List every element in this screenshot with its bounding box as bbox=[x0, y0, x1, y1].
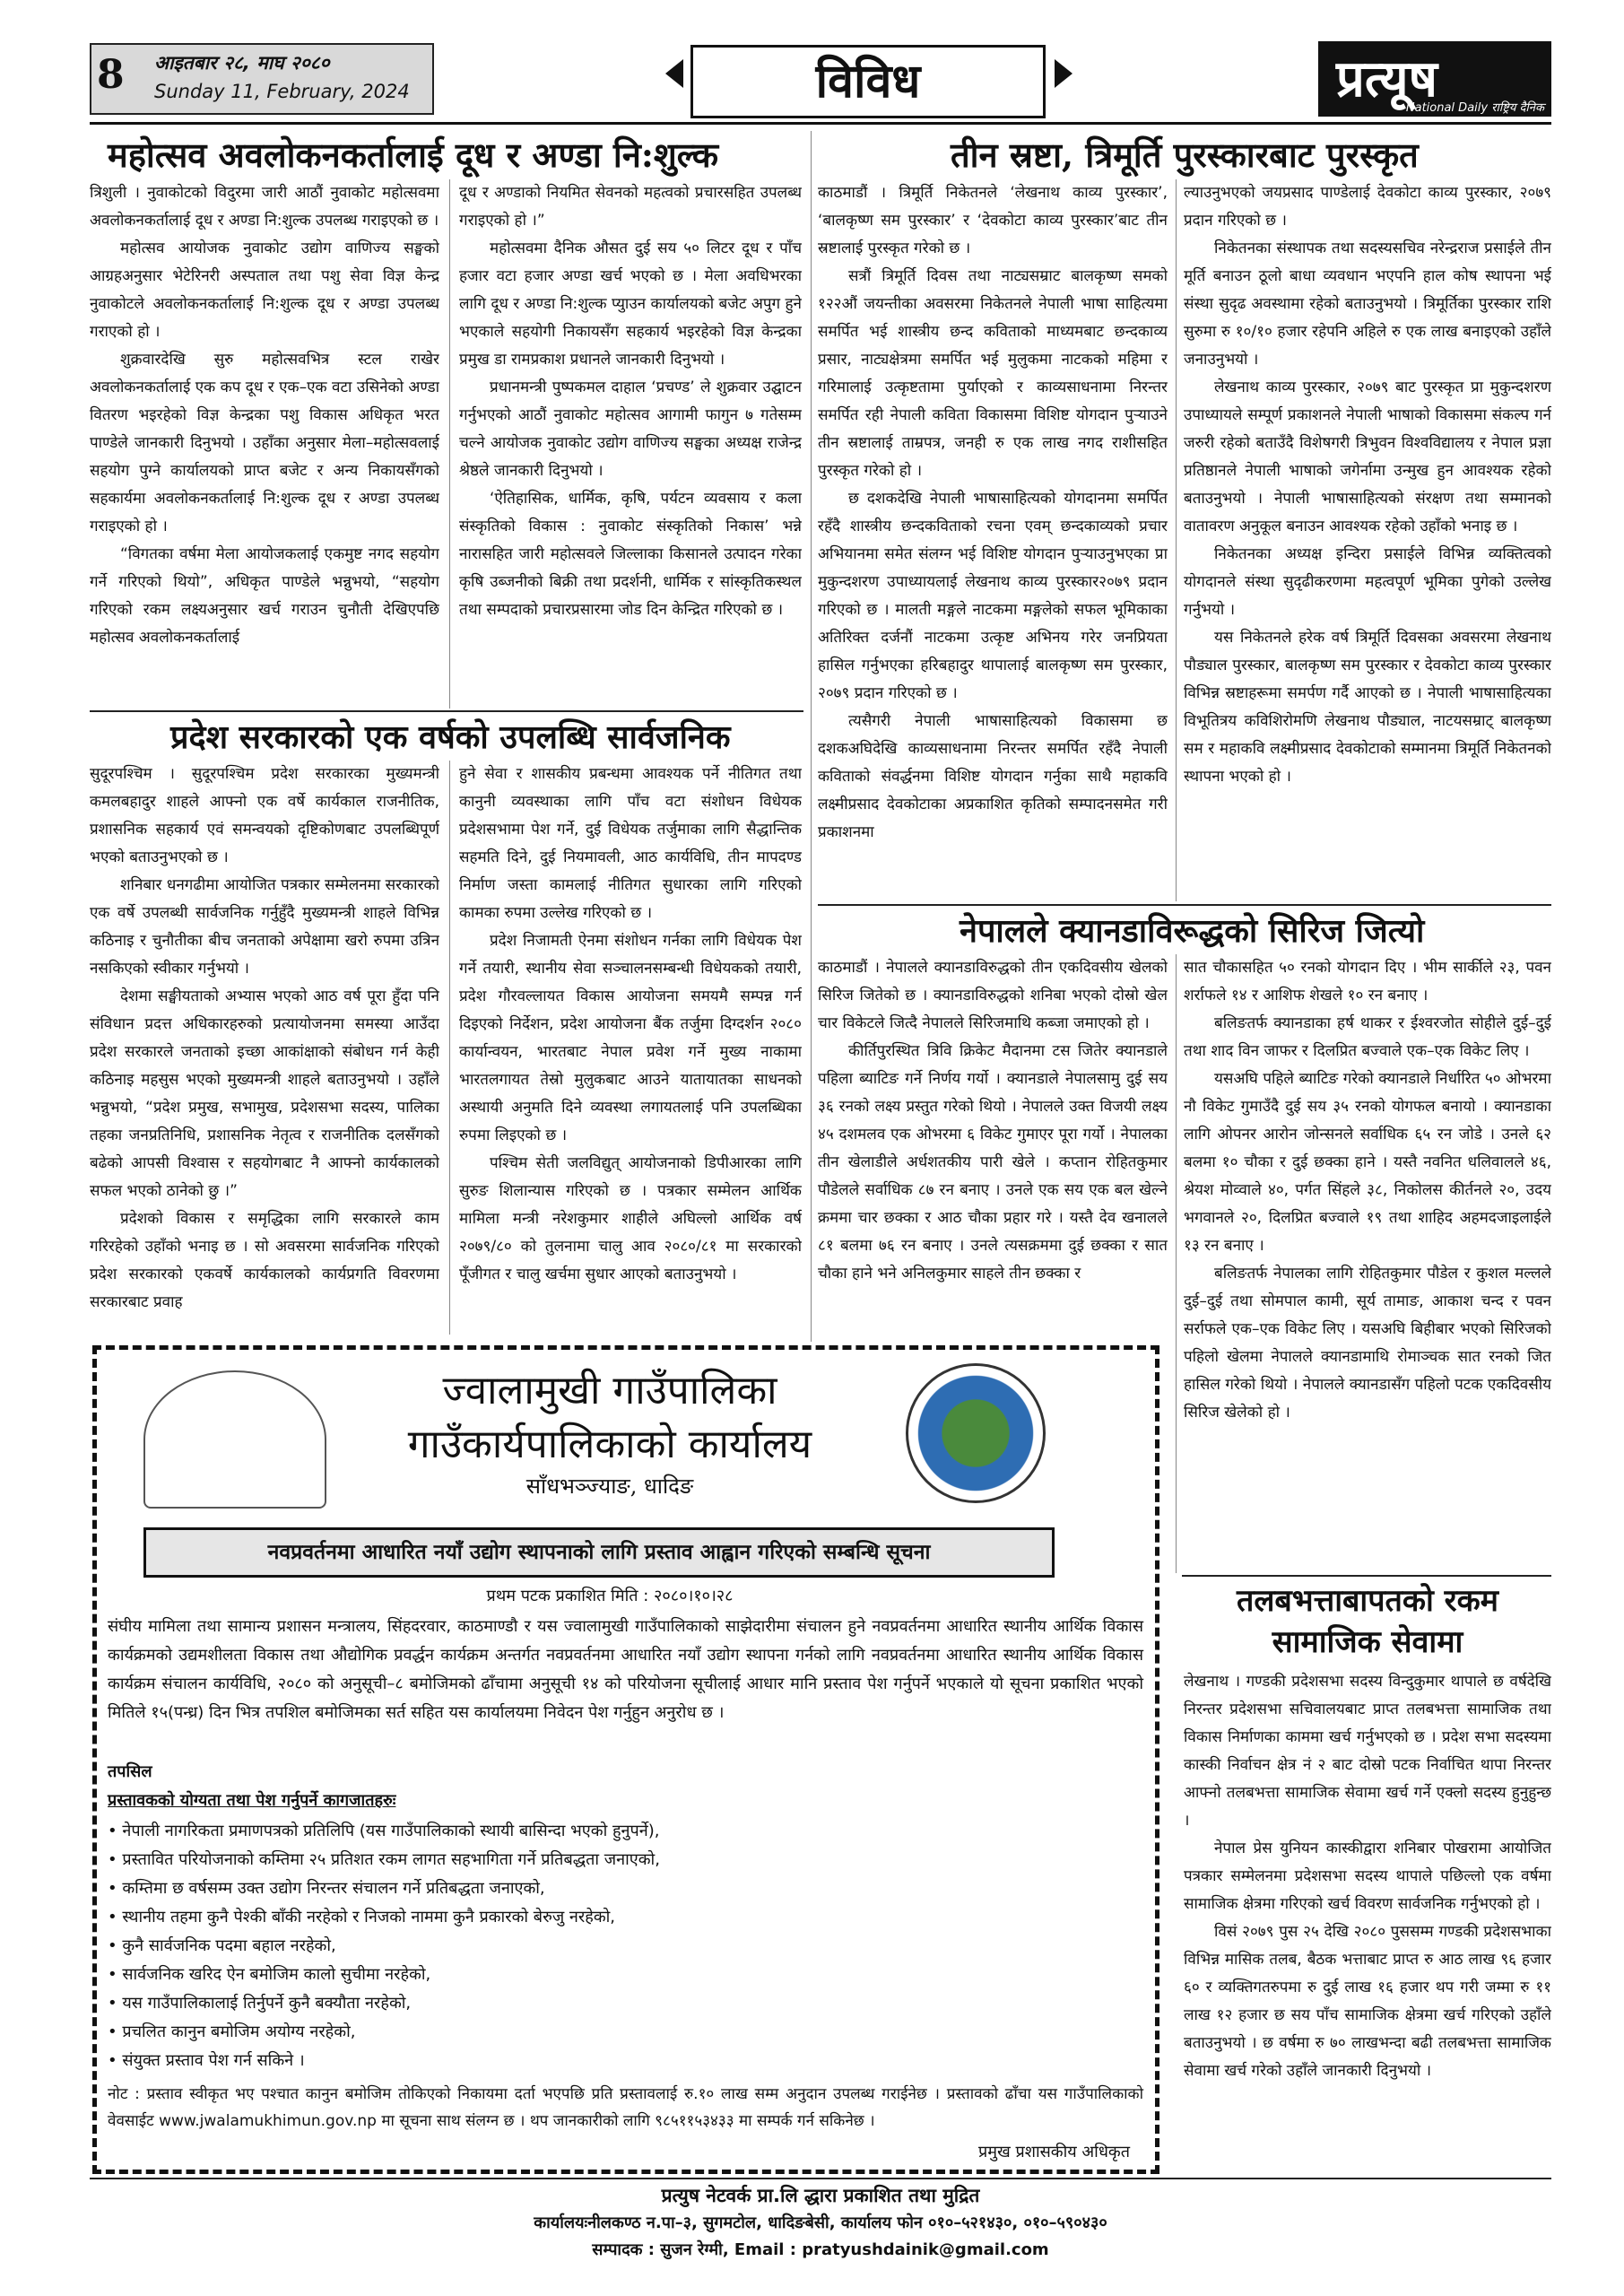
article1-headline: महोत्सव अवलोकनकर्तालाई दूध र अण्डा नि:शुल्क bbox=[108, 135, 719, 175]
column-divider bbox=[449, 179, 450, 709]
notice-note: नोट : प्रस्ताव स्वीकृत भए पश्चात कानुन बमोजिम तोकिएको निकायमा दर्ता भएपछि प्रति प्रस्तावलाई रु.१० लाख सम्म अनुदान उपलब्ध गराईनेछ । प्रस्तावको ढाँचा यस गाउँपालिकाको वेवसाईट www.jwalamukhimun.gov.np मा सूचना साथ संलग्न छ । थप जानकारीको लागि ९८५११५३४३३ मा सम्पर्क गर्न सकिनेछ । bbox=[108, 2085, 1143, 2130]
page-number: 8 bbox=[97, 52, 125, 98]
paragraph: नेपाल प्रेस युनियन कास्कीद्वारा शनिबार पोखरामा आयोजित पत्रकार सम्मेलनमा प्रदेशसभा सदस्य थापाले पछिल्लो एक वर्षमा सामाजिक क्षेत्रमा गरिएको खर्च विवरण सार्वजनिक गर्नुभएको हो । bbox=[1184, 1839, 1551, 1913]
paragraph: काठमाडौं । त्रिमूर्ति निकेतनले ‘लेखनाथ काव्य पुरस्कार’, ‘बालकृष्ण सम पुरस्कार’ र ‘देवकोटा काव्य पुरस्कार’बाट तीन स्रष्टालाई पुरस्कृत गरेको छ । bbox=[818, 184, 1168, 257]
list-item: • कुनै सार्वजनिक पदमा बहाल नरहेको, bbox=[108, 1936, 336, 1955]
notice-body: संघीय मामिला तथा सामान्य प्रशासन मन्त्रालय, सिंहदरवार, काठमाण्डौ र यस ज्वालामुखी गाउँपालिकाको साझेदारीमा संचालन हुने नवप्रवर्तनमा आधारित स्थानीय आर्थिक विकास कार्यक्रमको उद्यमशीलता विकास तथा औद्योगिक प्रवर्द्धन कार्यक्रम अन्तर्गत नवप्रवर्तनमा आधारित नयाँ उद्योग स्थापना गर्नको लागि नवप्रवर्तनमा आधारित स्थानीय आर्थिक विकास कार्यक्रम संचालन कार्यविधि, २०८० को अनुसूची–८ बमोजिमको ढाँचामा अनुसूची १४ को परियोजना सूचीलाई आधार मानि प्रस्ताव पेश गर्नुपर्ने भएकाले यो सूचना प्रकाशित भएको मितिले १५(पन्ध्र) दिन भित्र तपशिल बमोजिमका सर्त सहित यस कार्यालयमा निवेदन पेश गर्नुहुन अनुरोध छ । bbox=[108, 1617, 1143, 1722]
list-item: • प्रचलित कानुन बमोजिम अयोग्य नरहेको, bbox=[108, 2022, 356, 2041]
column-divider bbox=[811, 131, 812, 1342]
list-item: • कम्तिमा छ वर्षसम्म उक्त उद्योग निरन्तर संचालन गर्ने प्रतिबद्धता जनाएको, bbox=[108, 1879, 545, 1898]
article2-col1 bbox=[90, 761, 439, 1335]
ad-title: ज्वालामुखी गाउँपालिका bbox=[442, 1368, 777, 1413]
list-item: • नेपाली नागरिकता प्रमाणपत्रको प्रतिलिपि (यस गाउँपालिकाको स्थायी बासिन्दा भएको हुनुपर्ने), bbox=[108, 1822, 660, 1840]
article4-col2 bbox=[1184, 954, 1551, 1573]
paragraph: ‘ऐतिहासिक, धार्मिक, कृषि, पर्यटन व्यवसाय र कला संस्कृतिको विकास : नुवाकोट संस्कृतिको निकास’ भन्ने नारासहित जारी महोत्सवले जिल्लाका किसानले उत्पादन गरेका कृषि उब्जनीको बिक्री तथा प्रदर्शनी, धार्मिक र सांस्कृतिकस्थल तथा सम्पदाको प्रचारप्रसारमा जोड दिन केन्द्रित गरिएको छ । bbox=[459, 490, 802, 619]
footer bbox=[90, 2181, 1551, 2264]
article3-col1 bbox=[818, 179, 1168, 901]
paragraph: निकेतनका संस्थापक तथा सदस्यसचिव नरेन्द्रराज प्रसाईले तीन मूर्ति बनाउन ठूलो बाधा व्यवधान भएपनि हाल कोष स्थापना भई संस्था सुदृढ अवस्थामा रहेको बताउनुभयो । त्रिमूर्तिका पुरस्कार राशि सुरुमा रु १०/१० हजार रहेपनि अहिले रु एक लाख बनाइएको उहाँले जनाउनुभयो । bbox=[1184, 239, 1551, 369]
left-arrow-icon bbox=[665, 59, 683, 88]
column-divider bbox=[1176, 954, 1177, 1573]
paragraph: त्रिशुली । नुवाकोटको विदुरमा जारी आठौं नुवाकोट महोत्सवमा अवलोकनकर्तालाई दूध र अण्डा नि:शुल्क उपलब्ध गराइएको छ । bbox=[90, 184, 439, 230]
article4-col1 bbox=[818, 954, 1168, 1340]
masthead-rule bbox=[90, 122, 1551, 125]
paragraph: प्रदेशको विकास र समृद्धिका लागि सरकारले काम गरिरहेको उहाँको भनाइ छ । सो अवसरमा सार्वजनिक गरिएको प्रदेश सरकारको एकवर्षे कार्यकालको कार्यप्रगति विवरणमा सरकारबाट प्रवाह bbox=[90, 1210, 439, 1311]
article5-headline-line2: सामाजिक सेवामा bbox=[1272, 1624, 1463, 1660]
article-divider bbox=[90, 710, 803, 712]
article4-headline: नेपालले क्यानडाविरूद्धको सिरिज जित्यो bbox=[960, 912, 1425, 950]
paragraph: हुने सेवा र शासकीय प्रबन्धमा आवश्यक पर्ने नीतिगत तथा कानुनी व्यवस्थाका लागि पाँच वटा संशोधन विधेयक प्रदेशसभामा पेश गर्ने, दुई विधेयक तर्जुमाका लागि सैद्धान्तिक सहमति दिने, दुई नियमावली, आठ कार्यविधि, तीन मापदण्ड निर्माण जस्ता कामलाई नीतिगत सुधारका लागि गरिएको कामका रुपमा उल्लेख गरिएको छ । bbox=[459, 765, 802, 922]
paragraph: सुदूरपश्चिम । सुदूरपश्चिम प्रदेश सरकारका मुख्यमन्त्री कमलबहादुर शाहले आफ्नो एक वर्षे कार्यकाल राजनीतिक, प्रशासनिक सहकार्य एवं समन्वयको दृष्टिकोणबाट उपलब्धिपूर्ण भएको बताउनुभएको छ । bbox=[90, 765, 439, 866]
nepal-emblem-icon bbox=[143, 1370, 326, 1509]
paragraph: महोत्सव आयोजक नुवाकोट उद्योग वाणिज्य सङ्घको आग्रहअनुसार भेटेरिनरी अस्पताल तथा पशु सेवा विज्ञ केन्द्र नुवाकोटले अवलोकनकर्तालाई नि:शुल्क दूध र अण्डा उपलब्ध गराएको हो । bbox=[90, 239, 439, 341]
paragraph: प्रधानमन्त्री पुष्पकमल दाहाल ‘प्रचण्ड’ ले शुक्रवार उद्घाटन गर्नुभएको आठौं नुवाकोट महोत्सव आगामी फागुन ७ गतेसम्म चल्ने आयोजक नुवाकोट उद्योग वाणिज्य सङ्घका अध्यक्ष राजेन्द्र श्रेष्ठले जानकारी दिनुभयो । bbox=[459, 378, 802, 480]
article2-headline: प्रदेश सरकारको एक वर्षको उपलब्धि सार्वजनिक bbox=[170, 718, 731, 756]
publish-date: प्रथम पटक प्रकाशित मिति : २०८०।१०।२८ bbox=[486, 1587, 734, 1605]
date-english: Sunday 11, February, 2024 bbox=[154, 81, 410, 102]
paragraph: ल्याउनुभएको जयप्रसाद पाण्डेलाई देवकोटा काव्य पुरस्कार, २०७९ प्रदान गरिएको छ । bbox=[1184, 184, 1551, 230]
footer-rule bbox=[90, 2178, 1551, 2179]
notice-title: नवप्रवर्तनमा आधारित नयाँ उद्योग स्थापनाको लागि प्रस्ताव आह्वान गरिएको सम्बन्धि सूचना bbox=[143, 1527, 1055, 1578]
column-divider bbox=[1176, 179, 1177, 901]
paragraph: सात चौकासहित ५० रनको योगदान दिए । भीम सार्कीले २३, पवन शर्राफले १४ र आशिफ शेखले १० रन बनाए । bbox=[1184, 959, 1551, 1004]
article2-col2 bbox=[459, 761, 802, 1335]
paragraph: “विगतका वर्षमा मेला आयोजकलाई एकमुष्ट नगद सहयोग गर्ने गरिएको थियो”, अधिकृत पाण्डेले भन्नुभयो, “सहयोग गरिएको रकम लक्ष्यअनुसार खर्च गराउन चुनौती देखिएपछि महोत्सव अवलोकनकर्तालाई bbox=[90, 545, 439, 647]
paragraph: निकेतनका अध्यक्ष इन्दिरा प्रसाईले विभिन्न व्यक्तित्वको योगदानले संस्था सुदृढीकरणमा महत्वपूर्ण भूमिका पुगेको उल्लेख गर्नुभयो । bbox=[1184, 545, 1551, 619]
paragraph: त्यसैगरी नेपाली भाषासाहित्यको विकासमा छ दशकअघिदेखि काव्यसाधनामा निरन्तर समर्पित रहँदै नेपाली कविताको संवर्द्धनमा विशिष्ट योगदान गर्नुका साथै महाकवि लक्ष्मीप्रसाद देवकोटाका अप्रकाशित कृतिको सम्पादनसमेत गरी प्रकाशनमा bbox=[818, 712, 1168, 841]
section-title: विविध bbox=[690, 45, 1046, 118]
article5-headline-line1: तलबभत्ताबापतको रकम bbox=[1236, 1583, 1499, 1619]
column-divider bbox=[449, 761, 450, 1335]
requirements-list bbox=[108, 1817, 1139, 2075]
ad-subtitle: गाउँकार्यपालिकाको कार्यालय bbox=[407, 1422, 812, 1467]
footer-address: कार्यालयःनीलकण्ठ न.पा–३, सुगमटोल, धादिङबेसी, कार्यालय फोन ०१०–५२१४३०, ०१०–५९०४३० bbox=[534, 2213, 1107, 2232]
paragraph: बलिङतर्फ क्यानडाका हर्ष थाकर र ईश्वरजोत सोहीले दुई–दुई तथा शाद विन जाफर र दिलप्रित बज्वाले एक–एक विकेट लिए । bbox=[1184, 1014, 1551, 1060]
paragraph: प्रदेश निजामती ऐनमा संशोधन गर्नका लागि विधेयक पेश गर्ने तयारी, स्थानीय सेवा सञ्चालनसम्बन्धी विधेयकको तयारी, प्रदेश गौरवल्लायत विकास आयोजना समयमै सम्पन्न गर्न दिइएको निर्देशन, प्रदेश आयोजना बैंक तर्जुमा दिग्दर्शन २०८० कार्यान्वयन, भारतबाट नेपाल प्रवेश गर्ने मुख्य नाकामा भारतलगायत तेस्रो मुलुकबाट आउने यातायातका साधनको अस्थायी अनुमति दिने व्यवस्था लगायतलाई पनि उपलब्धिका रुपमा लिइएको छ । bbox=[459, 932, 802, 1144]
list-item: • संयुक्त प्रस्ताव पेश गर्न सकिने । bbox=[108, 2051, 305, 2070]
paragraph: महोत्सवमा दैनिक औसत दुई सय ५० लिटर दूध र पाँच हजार वटा हजार अण्डा खर्च भएको छ । मेला अवधिभरका लागि दूध र अण्डा नि:शुल्क प्युाउन कार्यालयको बजेट अपुग हुने भएकाले सहयोगी निकायसँग सहकार्य भइरहेको विज्ञ केन्द्रका प्रमुख डा रामप्रकाश प्रधानले जानकारी दिनुभयो । bbox=[459, 239, 802, 369]
right-arrow-icon bbox=[1055, 59, 1073, 88]
article-divider bbox=[1182, 1575, 1551, 1577]
paragraph: शनिबार धनगढीमा आयोजित पत्रकार सम्मेलनमा सरकारको एक वर्षे उपलब्धी सार्वजनिक गर्नुहुँदै मुख्यमन्त्री शाहले विभिन्न कठिनाइ र चुनौतीका बीच जनताको अपेक्षामा खरो रुपमा उत्रिन नसकिएको स्वीकार गर्नुभयो । bbox=[90, 876, 439, 978]
paragraph: शुक्रवारदेखि सुरु महोत्सवभित्र स्टल राखेर अवलोकनकर्तालाई एक कप दूध र एक–एक वटा उसिनेको अण्डा वितरण भइरहेको विज्ञ केन्द्रका पशु विकास अधिकृत भरत पाण्डेले जानकारी दिनुभयो । उहाँका अनुसार मेला–महोत्सवलाई सहयोग पुग्ने कार्यालयको प्राप्त बजेट र अन्य निकायसँगको सहकार्यमा अवलोकनकर्तालाई नि:शुल्क दूध र अण्डा उपलब्ध गराइएको हो । bbox=[90, 351, 439, 535]
paragraph: यस निकेतनले हरेक वर्ष त्रिमूर्ति दिवसका अवसरमा लेखनाथ पौड्याल पुरस्कार, बालकृष्ण सम पुरस्कार र देवकोटा काव्य पुरस्कार विभिन्न स्रष्टाहरूमा समर्पण गर्दै आएको छ । नेपाली भाषासाहित्यका विभूतित्रय कविशिरोमणि लेखनाथ पौड्याल, नाटयसम्राट् बालकृष्ण सम र महाकवि लक्ष्मीप्रसाद देवकोटाको सम्मानमा त्रिमूर्ति निकेतनको स्थापना भएको हो । bbox=[1184, 629, 1551, 786]
tapsil-label: तपसिल bbox=[108, 1762, 152, 1781]
paper-logo bbox=[1318, 41, 1551, 117]
paragraph: देशमा सङ्घीयताको अभ्यास भएको आठ वर्ष पूरा हुँदा पनि संविधान प्रदत्त अधिकारहरुको प्रत्यायोजनमा समस्या आउँदा प्रदेश सरकारले जनताको इच्छा आकांक्षाको संबोधन गर्न केही कठिनाइ महसुस भएको मुख्यमन्त्री शाहले बताउनुभयो । उहाँले भन्नुभयो, “प्रदेश प्रमुख, सभामुख, प्रदेशसभा सदस्य, पालिका तहका जनप्रतिनिधि, प्रशासनिक नेतृत्व र राजनीतिक दलसँगको बढेको आपसी विश्वास र सहयोगबाट नै आफ्नो कार्यकालको सफल भएको ठानेको छु ।” bbox=[90, 987, 439, 1200]
article3-col2 bbox=[1184, 179, 1551, 901]
paragraph: दूध र अण्डाको नियमित सेवनको महत्वको प्रचारसहित उपलब्ध गराइएको हो ।” bbox=[459, 184, 802, 230]
article1-col1 bbox=[90, 179, 439, 709]
footer-editor: सम्पादक : सुजन रेग्मी, Email : pratyushdainik@gmail.com bbox=[592, 2240, 1049, 2259]
article-divider bbox=[818, 904, 1551, 906]
list-item: • स्थानीय तहमा कुनै पेश्की बाँकी नरहेको र निजको नाममा कुनै प्रकारको बेरुजु नरहेको, bbox=[108, 1908, 616, 1926]
paragraph: सत्रौं त्रिमूर्ति दिवस तथा नाट्यसम्राट बालकृष्ण समको १२२औं जयन्तीका अवसरमा निकेतनले नेपाली भाषा साहित्यमा समर्पित भई शास्त्रीय छन्द कविताको माध्यमबाट छन्दकाव्य प्रसार, नाट्यक्षेत्रमा समर्पित भई मुलुकमा नाटकको महिमा र गरिमालाई उत्कृष्टतामा पुर्याएको र काव्यसाधनामा निरन्तर समर्पित रही नेपाली कविता विकासमा विशिष्ट योगदान पुऱ्याउने तीन स्रष्टालाई ताम्रपत्र, जनही रु एक लाख नगद राशीसहित पुरस्कृत गरेको हो । bbox=[818, 267, 1168, 480]
footer-publisher: प्रत्युष नेटवर्क प्रा.लि द्धारा प्रकाशित तथा मुद्रित bbox=[661, 2185, 980, 2206]
paragraph: लेखनाथ काव्य पुरस्कार, २०७९ बाट पुरस्कृत प्रा मुकुन्दशरण उपाध्यायले सम्पूर्ण प्रकाशनले नेपाली भाषाको विकासमा संकल्प गर्न जरुरी रहेको बताउँदै विशेषगरी त्रिभुवन विश्वविद्यालय र नेपाल प्रज्ञा प्रतिष्ठानले नेपाली भाषाको जगेर्नामा उन्मुख हुन आवश्यक रहेको बताउनुभयो । नेपाली भाषासाहित्यको संरक्षण तथा सम्मानको वातावरण अनुकूल बनाउन आवश्यक रहेको उहाँको भनाइ छ । bbox=[1184, 378, 1551, 535]
paragraph: विसं २०७९ पुस २५ देखि २०८० पुससम्म गण्डकी प्रदेशसभाका विभिन्न मासिक तलब, बैठक भत्ताबाट प्राप्त रु आठ लाख ९६ हजार ६० र व्यक्तिगतरुपमा रु दुई लाख १६ हजार थप गरी जम्मा रु ११ लाख १२ हजार छ सय पाँच सामाजिक क्षेत्रमा खर्च गरिएको उहाँले बताउनुभयो । छ वर्षमा रु ७० लाखभन्दा बढी तलबभत्ता सामाजिक सेवामा खर्च गरेको उहाँले जानकारी दिनुभयो । bbox=[1184, 1923, 1551, 2080]
paragraph: छ दशकदेखि नेपाली भाषासाहित्यको योगदानमा समर्पित रहँदै शास्त्रीय छन्दकविताको रचना एवम् छन्दकाव्यको प्रचार अभियानमा समेत संलग्न भई विशिष्ट योगदान पुऱ्याउनुभएका प्रा मुकुन्दशरण उपाध्यायलाई लेखनाथ काव्य पुरस्कार२०७९ प्रदान गरिएको छ । मालती मङ्गले नाटकमा मङ्गलेको सफल भूमिकाका अतिरिक्त दर्जनौं नाटकमा उत्कृष्ट अभिनय गरेर जनप्रियता हासिल गर्नुभएका हरिबहादुर थापालाई बालकृष्ण सम पुरस्कार, २०७९ प्रदान गरिएको छ । bbox=[818, 490, 1168, 702]
paragraph: लेखनाथ । गण्डकी प्रदेशसभा सदस्य विन्दुकुमार थापाले छ वर्षदेखि निरन्तर प्रदेशसभा सचिवालयबाट प्राप्त तलबभत्ता सामाजिक तथा विकास निर्माणका काममा खर्च गर्नुभएको छ । प्रदेश सभा सदस्यमा कास्की निर्वाचन क्षेत्र नं २ बाट दोस्रो पटक निर्वाचित थापा निरन्तर आफ्नो तलबभत्ता सामाजिक सेवामा खर्च गर्ने एक्लो सदस्य हुनुहुन्छ । bbox=[1184, 1673, 1551, 1830]
paper-tagline: National Daily राष्ट्रिय दैनिक bbox=[1405, 101, 1544, 115]
paragraph: यसअघि पहिले ब्याटिङ गरेको क्यानडाले निर्धारित ५० ओभरमा नौ विकेट गुमाउँदै दुई सय ३५ रनको योगफल बनायो । क्यानडाका लागि ओपनर आरोन जोन्सनले सर्वाधिक ६५ रन जोडे । उनले ६२ बलमा १० चौका र दुई छक्का हाने । यस्तै नवनित धलिवालले ४६, श्रेयश मोव्वाले ४०, पर्गत सिंहले ३८, निकोलस कीर्तनले २०, उदय भगवानले २०, दिलप्रित बज्वाले १९ तथा शाहिद अहमदजाइलाईले १३ रन बनाए । bbox=[1184, 1070, 1551, 1255]
paper-name: प्रत्यूष bbox=[1336, 49, 1437, 109]
municipality-logo-icon bbox=[906, 1363, 1046, 1503]
date-nepali: आइतबार २८, माघ २०८० bbox=[154, 52, 330, 74]
signature: प्रमुख प्रशासकीय अधिकृत bbox=[978, 2143, 1130, 2161]
list-item: • यस गाउँपालिकालाई तिर्नुपर्ने कुनै बक्यौता नरहेको, bbox=[108, 1994, 412, 2013]
paragraph: कीर्तिपुरस्थित त्रिवि क्रिकेट मैदानमा टस जितेर क्यानडाले पहिला ब्याटिङ गर्ने निर्णय गर्यो । क्यानडाले नेपालसामु दुई सय ३६ रनको लक्ष्य प्रस्तुत गरेको थियो । नेपालले उक्त विजयी लक्ष्य ४५ दशमलव एक ओभरमा ६ विकेट गुमाएर पूरा गर्यो । नेपालका तीन खेलाडीले अर्धशतकीय पारी खेले । कप्तान रोहितकुमार पौडेलले सर्वाधिक ८७ रन बनाए । उनले एक सय एक बल खेल्ने क्रममा चार छक्का र आठ चौका प्रहार गरे । यस्तै देव खनालले ८१ बलमा ७६ रन बनाए । उनले त्यसक्रममा दुई छक्का र सात चौका हाने भने अनिलकुमार साहले तीन छक्का र bbox=[818, 1042, 1168, 1283]
article3-headline: तीन स्रष्टा, त्रिमूर्ति पुरस्कारबाट पुरस्कृत bbox=[951, 135, 1419, 175]
paragraph: पश्चिम सेती जलविद्युत् आयोजनाको डिपीआरका लागि सुरुङ शिलान्यास गरिएको छ । पत्रकार सम्मेलन आर्थिक मामिला मन्त्री नरेशकुमार शाहीले अघिल्लो आर्थिक वर्ष २०७९/८० को तुलनामा चालु आव २०८०/८१ मा सरकारको पूँजीगत र चालु खर्चमा सुधार आएको बताउनुभयो । bbox=[459, 1154, 802, 1283]
list-item: • प्रस्तावित परियोजनाको कम्तिमा २५ प्रतिशत रकम लागत सहभागिता गर्ने प्रतिबद्धता जनाएको, bbox=[108, 1850, 660, 1869]
article1-col2 bbox=[459, 179, 802, 709]
article5-col bbox=[1184, 1668, 1551, 2170]
paragraph: काठमाडौं । नेपालले क्यानडाविरुद्धको तीन एकदिवसीय खेलको सिरिज जितेको छ । क्यानडाविरुद्धको शनिबा भएको दोस्रो खेल चार विकेटले जित्दै नेपालले सिरिजमाथि कब्जा जमाएको हो । bbox=[818, 959, 1168, 1032]
paragraph: बलिङतर्फ नेपालका लागि रोहितकुमार पौडेल र कुशल मल्लले दुई–दुई तथा सोमपाल कामी, सूर्य तामाङ, आकाश चन्द र पवन सर्राफले एक–एक विकेट लिए । यसअघि बिहीबार भएको सिरिजको पहिलो खेलमा नेपालले क्यानडामाथि रोमाञ्चक सात रनको जित हासिल गरेको थियो । नेपालले क्यानडासँग पहिलो पटक एकदिवसीय सिरिज खेलेको हो । bbox=[1184, 1265, 1551, 1422]
list-item: • सार्वजनिक खरिद ऐन बमोजिम कालो सुचीमा नरहेको, bbox=[108, 1965, 431, 1984]
ad-location: साँधभञ्ज्याङ, धादिङ bbox=[525, 1474, 694, 1499]
requirements-title: प्रस्तावकको योग्यता तथा पेश गर्नुपर्ने कागजातहरुः bbox=[108, 1791, 396, 1810]
